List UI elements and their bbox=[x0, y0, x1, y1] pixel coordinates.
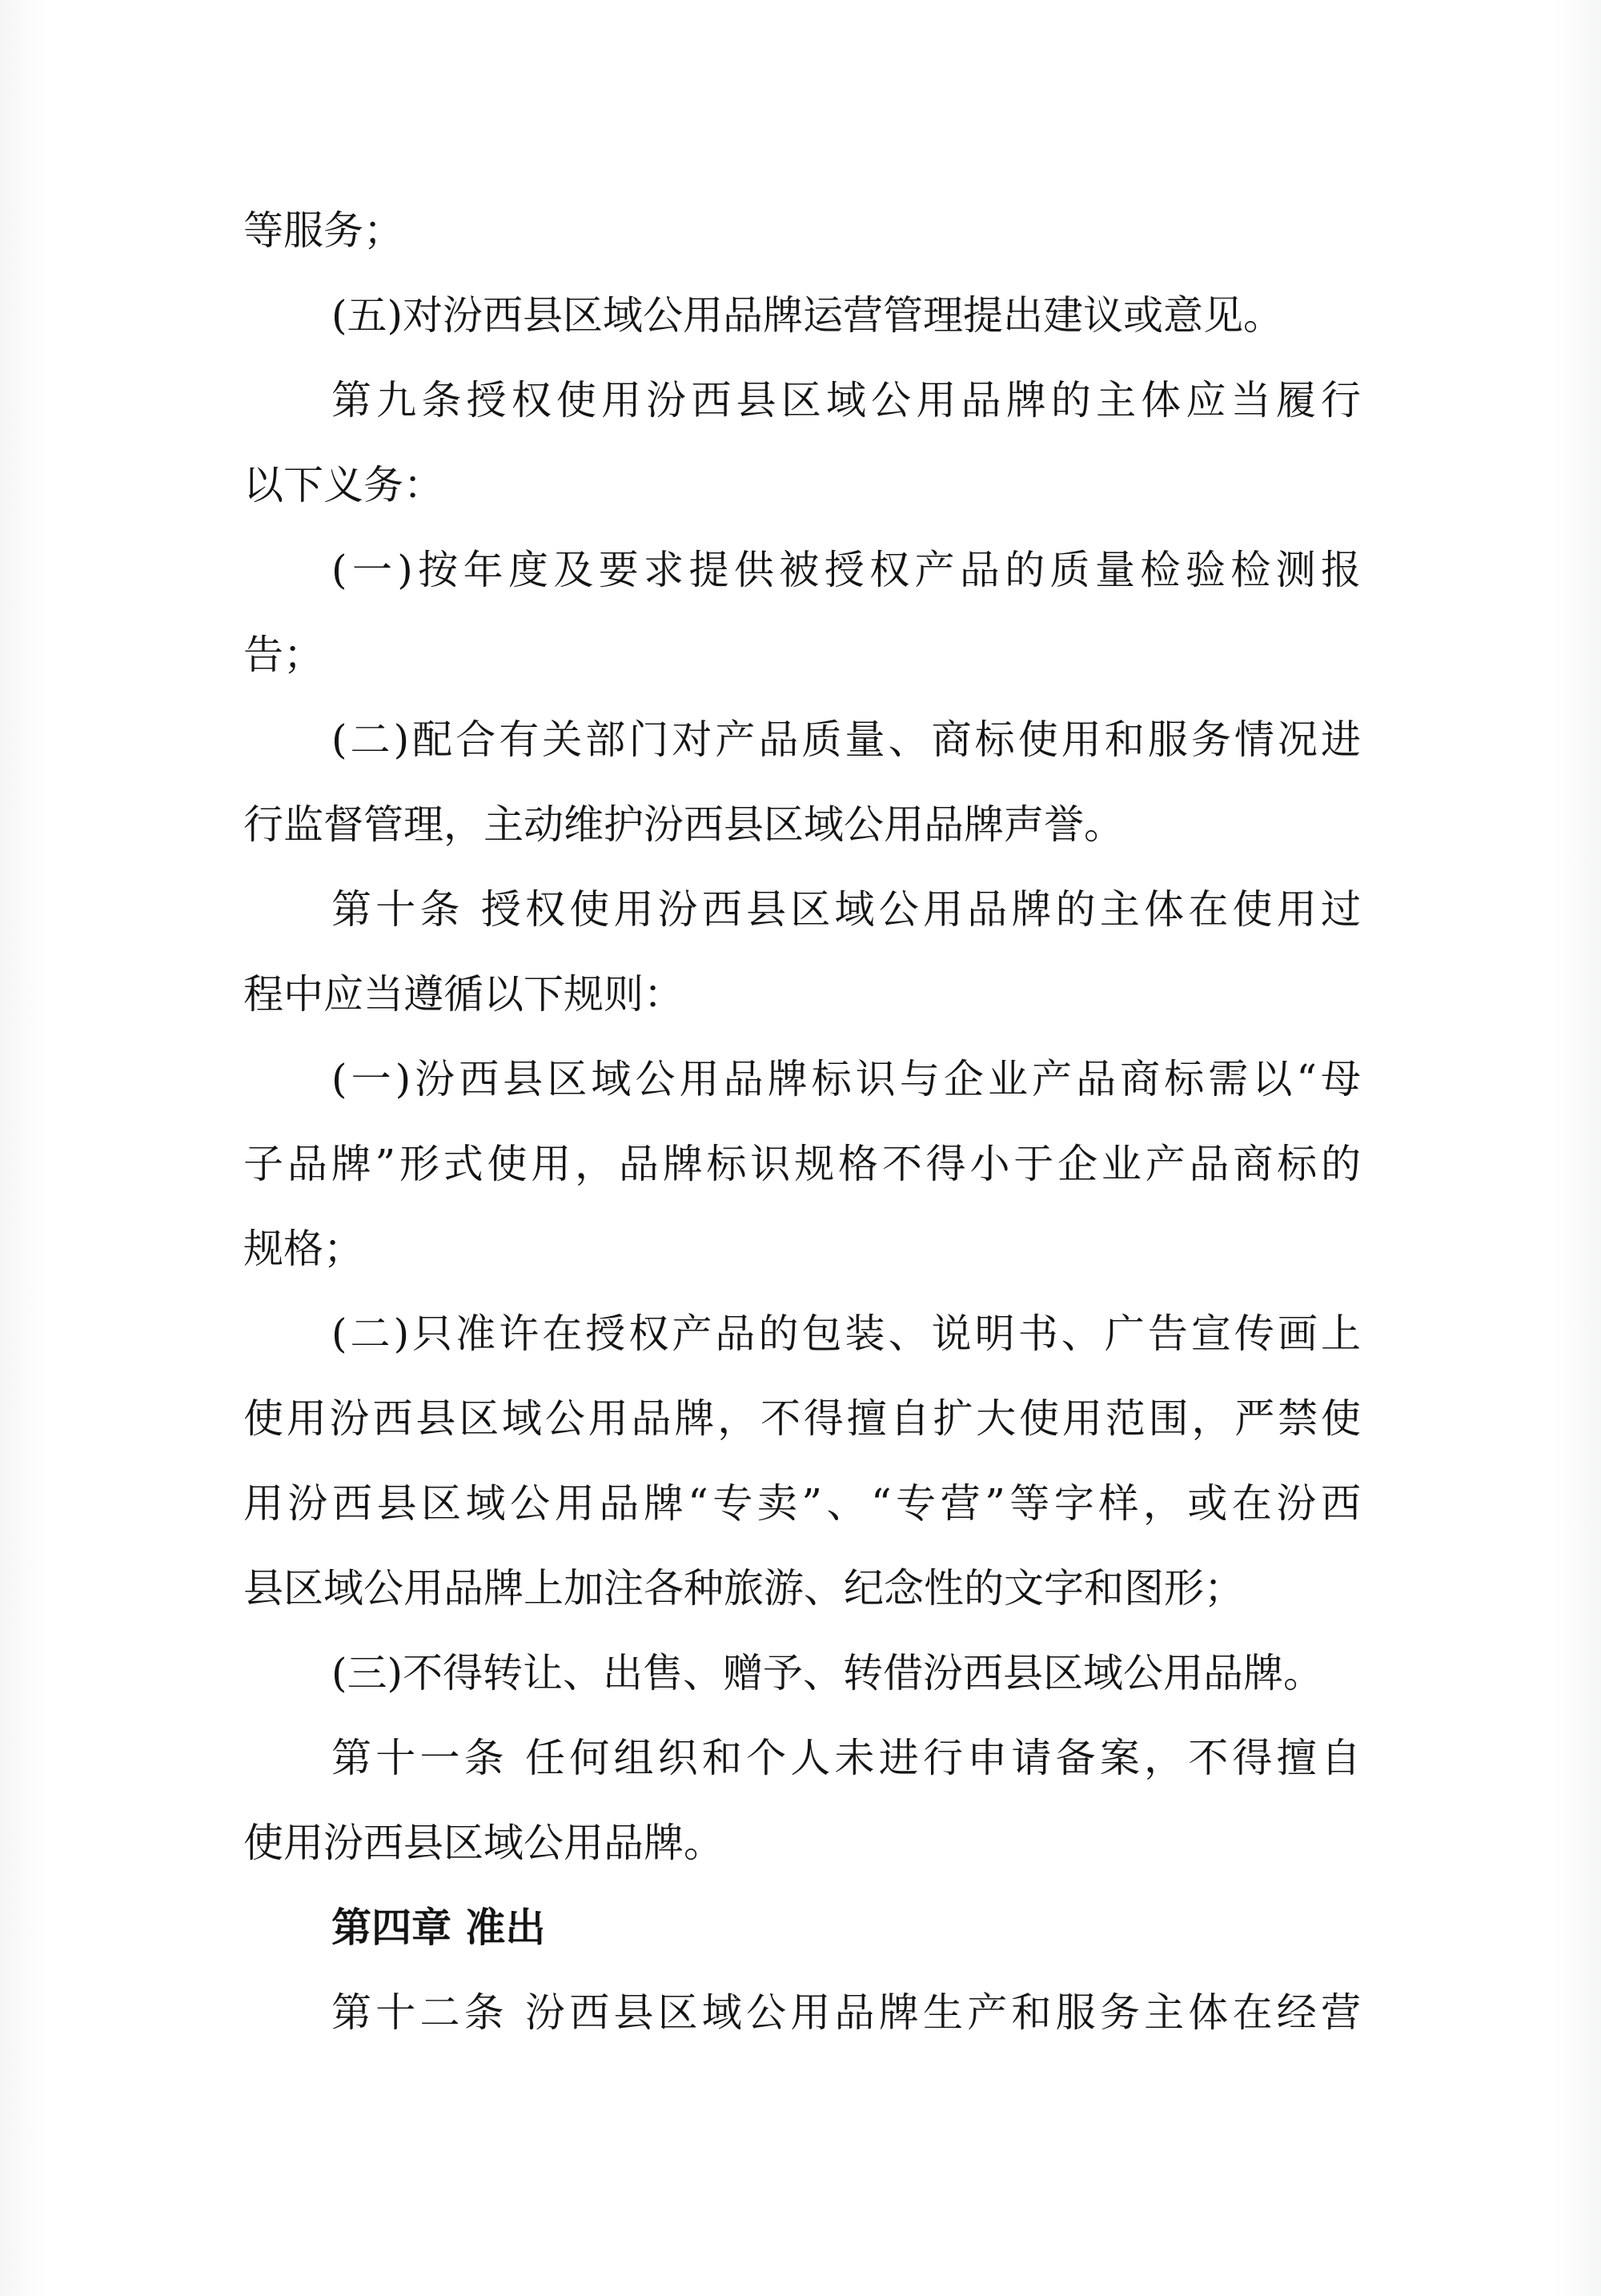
text-line: 用汾西县区域公用品牌“专卖”、“专营”等字样，或在汾西 bbox=[243, 1480, 1361, 1527]
text-line: 以下义务： bbox=[243, 462, 443, 508]
chapter-heading: 第四章 准出 bbox=[331, 1904, 546, 1951]
text-line: 告； bbox=[243, 632, 323, 678]
text-line: 使用汾西县区域公用品牌，不得擅自扩大使用范围，严禁使 bbox=[243, 1395, 1361, 1442]
text-line: 规格； bbox=[243, 1226, 363, 1272]
text-line-item-two: (二)配合有关部门对产品质量、商标使用和服务情况进 bbox=[331, 716, 1361, 763]
text-line-article-twelve: 第十二条 汾西县区域公用品牌生产和服务主体在经营 bbox=[331, 1989, 1361, 2036]
text-line: 子品牌”形式使用，品牌标识规格不得小于企业产品商标的 bbox=[243, 1141, 1361, 1187]
text-line-continuation: 等服务； bbox=[243, 207, 403, 254]
text-line-article-ten: 第十条 授权使用汾西县区域公用品牌的主体在使用过 bbox=[331, 886, 1361, 933]
text-line-rule-one: (一)汾西县区域公用品牌标识与企业产品商标需以“母 bbox=[331, 1056, 1361, 1102]
text-line: 行监督管理，主动维护汾西县区域公用品牌声誉。 bbox=[243, 801, 1124, 848]
text-line: 程中应当遵循以下规则： bbox=[243, 971, 684, 1018]
text-line-rule-two: (二)只准许在授权产品的包装、说明书、广告宣传画上 bbox=[331, 1311, 1361, 1357]
text-line: 使用汾西县区域公用品牌。 bbox=[243, 1820, 724, 1866]
text-line-article-eleven: 第十一条 任何组织和个人未进行申请备案，不得擅自 bbox=[331, 1735, 1361, 1781]
text-line-item-five: (五)对汾西县区域公用品牌运营管理提出建议或意见。 bbox=[331, 292, 1284, 339]
text-line-item-one: (一)按年度及要求提供被授权产品的质量检验检测报 bbox=[331, 547, 1361, 593]
text-line-rule-three: (三)不得转让、出售、赠予、转借汾西县区域公用品牌。 bbox=[331, 1650, 1324, 1696]
text-line-article-nine: 第九条授权使用汾西县区域公用品牌的主体应当履行 bbox=[331, 377, 1361, 423]
text-line: 县区域公用品牌上加注各种旅游、纪念性的文字和图形； bbox=[243, 1565, 1244, 1612]
